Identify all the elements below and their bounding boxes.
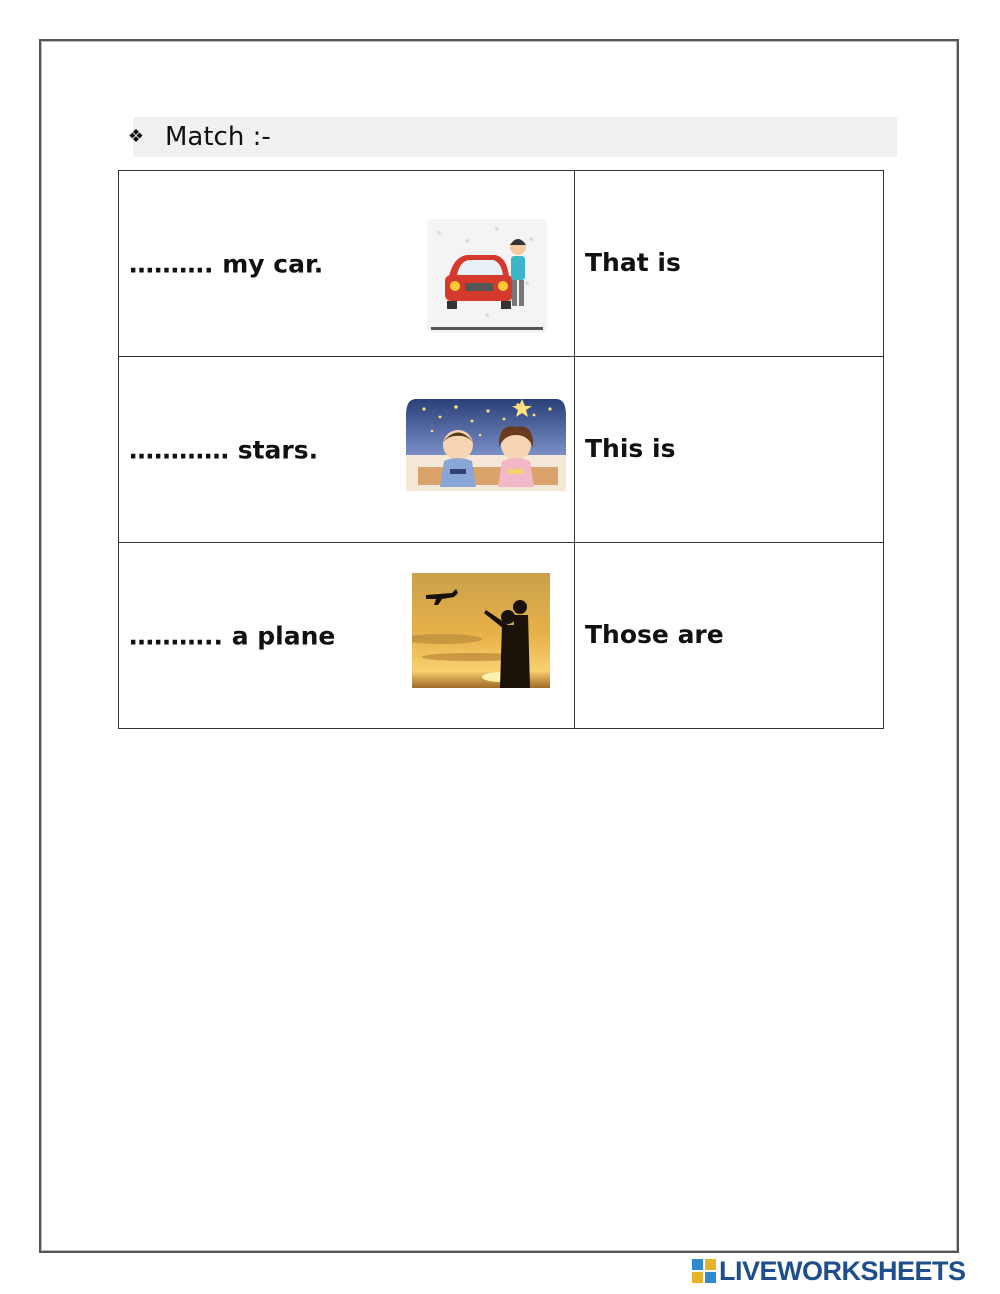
stars-picture: [406, 395, 566, 491]
option-text[interactable]: This is: [585, 433, 676, 463]
prompt-cell: [119, 171, 575, 357]
table-row: [119, 543, 884, 729]
prompt-cell: [119, 543, 575, 729]
plane-picture: [412, 573, 550, 688]
table-row: [119, 171, 884, 357]
prompt-cell: [119, 357, 575, 543]
option-text[interactable]: That is: [585, 247, 681, 277]
table-row: [119, 357, 884, 543]
option-text[interactable]: Those are: [585, 619, 724, 649]
liveworksheets-logo[interactable]: [692, 1256, 966, 1286]
prompt-text[interactable]: ……….. a plane: [129, 621, 336, 650]
match-table: [118, 170, 884, 729]
brand-name: LIVEWORKSHEETS: [719, 1256, 966, 1286]
option-cell: [575, 543, 884, 729]
option-cell: [575, 171, 884, 357]
prompt-text[interactable]: ………. my car.: [129, 249, 324, 278]
car-picture: [427, 219, 547, 333]
prompt-text[interactable]: ………… stars.: [129, 435, 319, 464]
liveworksheets-logo-icon: [692, 1259, 716, 1283]
option-cell: [575, 357, 884, 543]
diamond-bullet-icon: ❖: [127, 126, 145, 147]
section-heading: Match :-: [165, 122, 271, 152]
